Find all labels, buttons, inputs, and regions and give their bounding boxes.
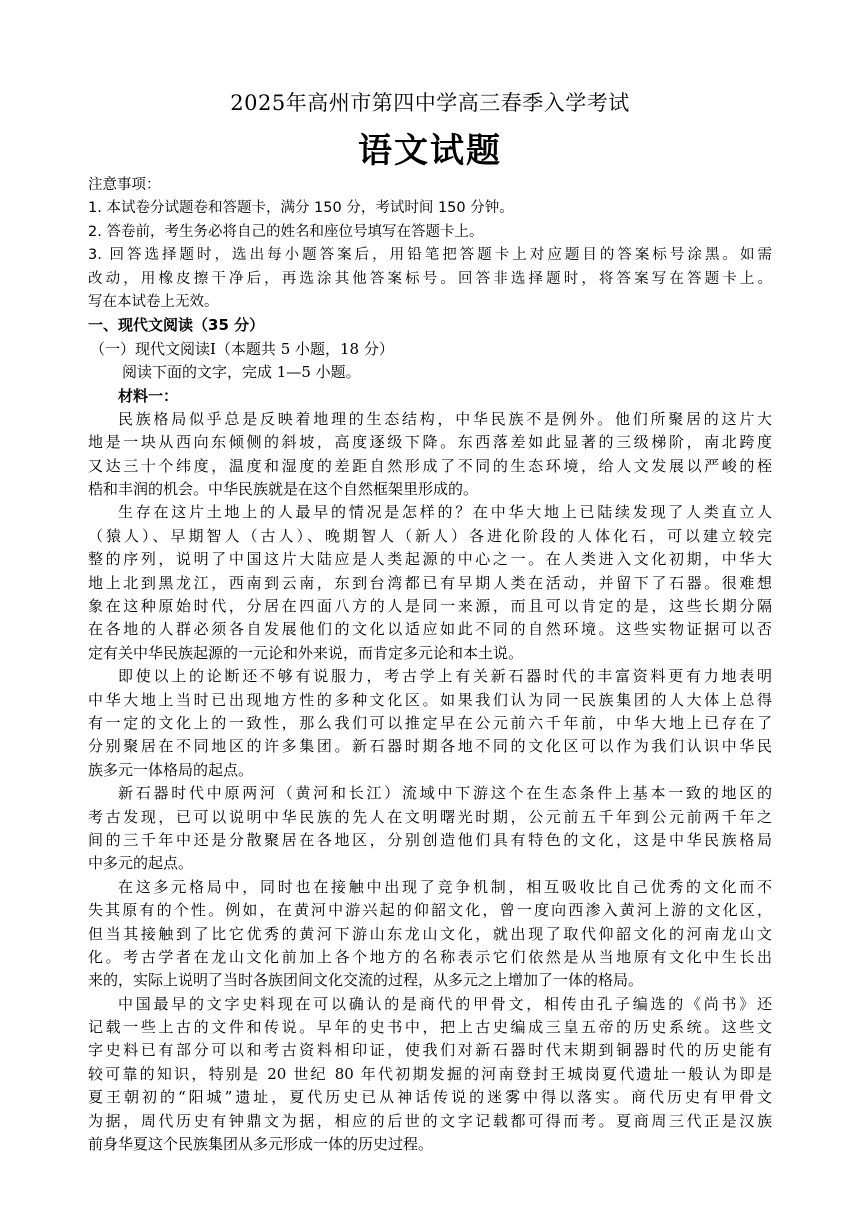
paragraph-line: 整的序列，说明了中国这片大陆应是人类起源的中心之一。在人类进入文化初期，中华大 — [88, 550, 772, 569]
paragraph-5 — [88, 876, 772, 993]
paragraph-3 — [88, 665, 772, 782]
paragraph-line: 来的，实际上说明了当时各族团间文化交流的过程，从多元之上增加了一体的格局。 — [88, 971, 644, 990]
paragraph-4 — [88, 782, 772, 876]
paragraph-line: 又达三十个纬度，温度和湿度的差距自然形成了不同的生态环境，给人文发展以严峻的桎 — [88, 456, 772, 475]
paragraph-line: 新石器时代中原两河（黄河和长江）流域中下游这个在生态条件上基本一致的地区的 — [118, 784, 772, 803]
note-item-3-line-3: 写在本试卷上无效。 — [88, 293, 219, 310]
note-item-3-line-2: 改动，用橡皮擦干净后，再选涂其他答案标号。回答非选择题时，将答案写在答题卡上。 — [88, 270, 772, 287]
paragraph-line: 在各地的人群必须各自发展他们的文化以适应如此不同的自然环境。这些实物证据可以否 — [88, 620, 772, 639]
paragraph-line: 考古发现，已可以说明中华民族的先人在文明曙光时期，公元前五千年到公元前两千年之 — [88, 807, 772, 826]
paragraph-line: 字史料已有部分可以和考古资料相印证，使我们对新石器时代末期到铜器时代的历史能有 — [88, 1041, 772, 1060]
paragraph-line: 地上北到黑龙江，西南到云南，东到台湾都已有早期人类在活动，并留下了石器。很难想 — [88, 573, 772, 592]
note-item-3-line-1: 3. 回答选择题时，选出每小题答案后，用铅笔把答题卡上对应题目的答案标号涂黑。如需 — [88, 247, 772, 264]
exam-title: 2025年高州市第四中学高三春季入学考试 — [230, 91, 630, 115]
note-item-1: 1. 本试卷分试题卷和答题卡，满分 150 分，考试时间 150 分钟。 — [88, 200, 514, 217]
subject-title: 语文试题 — [358, 131, 502, 171]
paragraph-line: 夏王朝初的“阳城”遗址，夏代历史已从神话传说的迷雾中得以落实。商代历史有甲骨文 — [88, 1088, 772, 1107]
paragraph-line: 前身华夏这个民族集团从多元形成一体的历史过程。 — [88, 1135, 434, 1154]
notes-heading: 注意事项： — [88, 177, 161, 193]
paragraph-line: 生存在这片土地上的人最早的情况是怎样的？在中华大地上已陆续发现了人类直立人 — [118, 503, 772, 522]
paragraph-line: 但当其接触到了比它优秀的黄河下游山东龙山文化，就出现了取代仰韶文化的河南龙山文 — [88, 924, 772, 943]
paragraph-line: 地是一块从西向东倾侧的斜坡，高度逐级下降。东西落差如此显著的三级梯阶，南北跨度 — [88, 433, 772, 452]
paragraph-1 — [88, 408, 772, 502]
reading-instruction: 阅读下面的文字，完成 1—5 小题。 — [122, 363, 361, 382]
paragraph-line: 较可靠的知识，特别是 20 世纪 80 年代初期发掘的河南登封王城岗夏代遗址一般认为即是 — [88, 1064, 772, 1083]
paragraph-line: 间的三千年中还是分散聚居在各地区，分别创造他们具有特色的文化，这是中华民族格局 — [88, 830, 772, 849]
paragraph-line: 民族格局似乎总是反映着地理的生态结构，中华民族不是例外。他们所聚居的这片大 — [118, 409, 772, 428]
paragraph-line: 分别聚居在不同地区的许多集团。新石器时期各地不同的文化区可以作为我们认识中华民 — [88, 737, 772, 756]
paragraph-line: 中国最早的文字史料现在可以确认的是商代的甲骨文，相传由孔子编选的《尚书》还 — [118, 994, 772, 1013]
paragraph-line: 记载一些上古的文件和传说。早年的史书中，把上古史编成三皇五帝的历史系统。这些文 — [88, 1018, 772, 1037]
paragraph-line: 中华大地上当时已出现地方性的多种文化区。如果我们认为同一民族集团的人大体上总得 — [88, 690, 772, 709]
paragraph-line: 中多元的起点。 — [88, 854, 194, 873]
paragraph-line: 象在这种原始时代，分居在四面八方的人是同一来源，而且可以肯定的是，这些长期分隔 — [88, 597, 772, 616]
paragraph-line: 失其原有的个性。例如，在黄河中游兴起的仰韶文化，曾一度向西渗入黄河上游的文化区， — [88, 901, 772, 920]
paragraph-line: 化。考古学者在龙山文化前加上各个地方的名称表示它们依然是从当地原有文化中生长出 — [88, 947, 772, 966]
paragraph-line: 族多元一体格局的起点。 — [88, 760, 254, 779]
paragraph-line: 为据，周代历史有钟鼎文为据，相应的后世的文字记载都可得而考。夏商周三代正是汉族 — [88, 1111, 772, 1130]
paragraph-line: 即使以上的论断还不够有说服力，考古学上有关新石器时代的丰富资料更有力地表明 — [118, 667, 772, 686]
paragraph-line: 梏和丰润的机会。中华民族就是在这个自然框架里形成的。 — [88, 480, 479, 499]
material-label: 材料一： — [118, 386, 179, 405]
paragraph-line: 在这多元格局中，同时也在接触中出现了竞争机制，相互吸收比自己优秀的文化而不 — [118, 877, 772, 896]
notes-list — [88, 197, 772, 314]
paragraph-line: （猿人）、早期智人（古人）、晚期智人（新人）各进化阶段的人体化石，可以建立较完 — [88, 526, 772, 545]
subsection-title: （一）现代文阅读Ⅰ（本题共 5 小题，18 分） — [90, 339, 394, 358]
paragraph-6 — [88, 993, 772, 1157]
paragraph-2 — [88, 501, 772, 665]
section-title: 一、现代文阅读（35 分） — [88, 316, 265, 335]
paragraph-line: 有一定的文化上的一致性，那么我们可以推定早在公元前六千年前，中华大地上已存在了 — [88, 713, 772, 732]
note-item-2: 2. 答卷前，考生务必将自己的姓名和座位号填写在答题卡上。 — [88, 223, 484, 240]
paragraph-line: 定有关中华民族起源的一元论和外来说，而肯定多元论和本土说。 — [88, 643, 524, 662]
exam-content — [88, 174, 772, 1156]
